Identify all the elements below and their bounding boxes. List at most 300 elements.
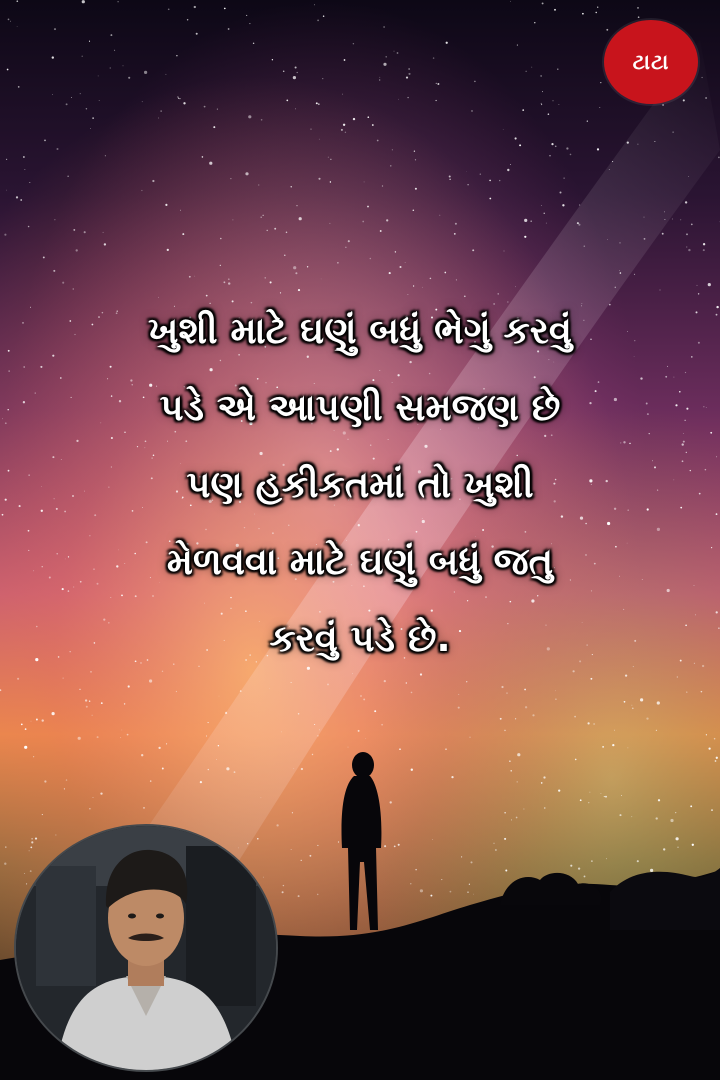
star <box>168 8 170 10</box>
star <box>321 279 322 280</box>
star <box>362 221 364 223</box>
star <box>531 67 532 68</box>
star <box>283 70 285 72</box>
star <box>522 109 524 111</box>
star <box>517 45 518 46</box>
quote-line: કરવું પડે છે. <box>269 617 451 660</box>
star <box>365 738 366 739</box>
star <box>19 505 21 507</box>
star <box>558 789 560 791</box>
star <box>384 845 386 847</box>
star <box>445 749 446 750</box>
star <box>342 94 343 95</box>
star <box>437 83 439 85</box>
star <box>44 140 46 142</box>
star <box>317 845 318 846</box>
star <box>293 768 294 769</box>
star <box>377 140 379 142</box>
star <box>66 103 68 105</box>
star <box>187 19 188 20</box>
star <box>555 690 556 691</box>
star <box>223 281 225 283</box>
star <box>176 691 177 692</box>
star <box>86 706 88 708</box>
star <box>52 712 55 715</box>
star <box>219 696 220 697</box>
star <box>6 190 7 191</box>
star <box>249 23 250 24</box>
star <box>150 780 151 781</box>
star <box>90 128 91 129</box>
star <box>632 708 634 710</box>
star <box>220 238 222 240</box>
star <box>554 9 556 11</box>
star <box>619 814 621 816</box>
star <box>696 285 697 286</box>
star <box>291 186 292 187</box>
star <box>516 817 518 819</box>
star <box>563 177 564 178</box>
star <box>621 795 622 796</box>
star <box>298 289 300 291</box>
star <box>509 761 510 762</box>
star <box>690 805 692 807</box>
star <box>178 98 179 99</box>
star <box>110 67 111 68</box>
star <box>263 877 264 878</box>
star <box>691 224 693 226</box>
star <box>8 470 10 472</box>
star <box>17 26 18 27</box>
star <box>276 824 278 826</box>
star <box>685 201 687 203</box>
star <box>166 743 167 744</box>
star <box>532 714 534 716</box>
star <box>675 812 676 813</box>
star <box>519 144 521 146</box>
star <box>505 869 507 871</box>
star <box>579 205 580 206</box>
star <box>500 718 502 720</box>
star <box>410 883 411 884</box>
star <box>600 82 601 83</box>
star <box>24 873 25 874</box>
star <box>703 249 705 251</box>
star <box>716 757 718 759</box>
star <box>7 409 8 410</box>
star <box>640 698 643 701</box>
star <box>439 215 440 216</box>
star <box>466 171 467 172</box>
star <box>73 229 75 231</box>
star <box>104 243 106 245</box>
star <box>240 690 242 692</box>
star <box>458 707 460 709</box>
star <box>142 101 143 102</box>
star <box>364 181 365 182</box>
star <box>656 730 657 731</box>
star <box>624 701 626 703</box>
star <box>469 884 470 885</box>
star <box>317 735 319 737</box>
star <box>436 100 437 101</box>
star <box>711 547 712 548</box>
star <box>523 808 524 809</box>
star <box>609 169 610 170</box>
star <box>688 249 690 251</box>
star <box>28 226 30 228</box>
star <box>8 350 10 352</box>
star <box>446 42 448 44</box>
star <box>149 679 152 682</box>
star <box>344 59 346 61</box>
star <box>399 266 401 268</box>
star <box>415 869 417 871</box>
star <box>606 29 608 31</box>
star <box>299 217 302 220</box>
star <box>226 712 227 713</box>
star <box>461 856 462 857</box>
star <box>42 719 44 721</box>
star <box>379 77 380 78</box>
star <box>292 812 293 813</box>
star <box>406 77 408 79</box>
star <box>86 108 87 109</box>
star <box>501 686 503 688</box>
star <box>80 93 81 94</box>
star <box>664 212 665 213</box>
star <box>677 847 678 848</box>
star <box>52 56 54 58</box>
star <box>637 7 639 9</box>
star <box>328 157 329 158</box>
star <box>2 419 3 420</box>
star <box>363 698 365 700</box>
star <box>7 69 9 71</box>
star <box>238 848 239 849</box>
star <box>208 769 209 770</box>
star <box>413 209 415 211</box>
star <box>555 145 557 147</box>
star <box>664 219 665 220</box>
star <box>73 288 74 289</box>
star <box>218 745 219 746</box>
star <box>705 97 707 99</box>
star <box>644 217 645 218</box>
star <box>663 848 665 850</box>
star <box>194 6 196 8</box>
star <box>634 274 635 275</box>
star <box>4 234 6 236</box>
star <box>309 855 311 857</box>
star <box>637 860 639 862</box>
star <box>559 104 560 105</box>
star <box>511 819 512 820</box>
star <box>542 2 544 4</box>
star <box>68 176 69 177</box>
star <box>234 771 236 773</box>
star <box>627 141 629 143</box>
star <box>97 736 99 738</box>
star <box>353 118 355 120</box>
star <box>607 239 608 240</box>
star <box>507 169 509 171</box>
star <box>291 682 292 683</box>
star <box>688 176 689 177</box>
star <box>703 243 705 245</box>
star <box>338 841 339 842</box>
star <box>52 94 53 95</box>
star <box>370 258 372 260</box>
star <box>549 155 550 156</box>
star <box>555 698 557 700</box>
star <box>715 760 717 762</box>
star <box>548 113 550 115</box>
star <box>98 75 99 76</box>
star <box>597 148 599 150</box>
star <box>432 839 433 840</box>
star <box>411 769 413 771</box>
star <box>301 768 303 770</box>
star <box>266 230 267 231</box>
star <box>16 0 18 2</box>
star <box>701 77 702 78</box>
star <box>455 223 457 225</box>
star <box>44 780 46 782</box>
star <box>694 663 695 664</box>
star <box>392 149 393 150</box>
star <box>202 156 204 158</box>
star <box>430 278 432 280</box>
star <box>92 715 93 716</box>
star <box>316 102 318 104</box>
star <box>76 249 78 251</box>
star <box>84 231 86 233</box>
star <box>503 129 504 130</box>
star <box>672 131 673 132</box>
quote-line: પણ હકીકતમાં તો ખુશી <box>186 463 534 506</box>
brand-logo-text: ટાટા <box>632 49 670 74</box>
star <box>686 691 687 692</box>
star <box>390 801 392 803</box>
star <box>480 174 481 175</box>
star <box>220 265 221 266</box>
star <box>31 838 33 840</box>
star <box>54 28 56 30</box>
star <box>588 802 589 803</box>
star <box>269 688 270 689</box>
star <box>399 748 401 750</box>
star <box>493 843 494 844</box>
quote-text <box>30 292 690 677</box>
star <box>6 159 7 160</box>
star <box>595 12 596 13</box>
star <box>703 406 704 407</box>
star <box>708 283 711 286</box>
star <box>691 356 693 358</box>
star <box>165 74 166 75</box>
star <box>317 894 319 896</box>
star <box>405 262 406 263</box>
star <box>411 692 413 694</box>
star <box>337 262 339 264</box>
star <box>662 104 664 106</box>
star <box>517 781 518 782</box>
star <box>247 843 248 844</box>
star <box>127 734 129 736</box>
star <box>23 366 25 368</box>
star <box>397 52 399 54</box>
star <box>367 116 369 118</box>
star <box>314 4 315 5</box>
star <box>82 56 83 57</box>
star <box>473 894 474 895</box>
star <box>662 233 664 235</box>
star <box>557 69 558 70</box>
star <box>291 849 292 850</box>
star <box>295 272 297 274</box>
star <box>599 107 600 108</box>
star <box>706 407 707 408</box>
star <box>204 106 206 108</box>
star <box>606 858 607 859</box>
star <box>79 689 80 690</box>
star <box>312 754 313 755</box>
star <box>656 817 658 819</box>
star <box>53 270 55 272</box>
star <box>283 885 284 886</box>
star <box>466 681 467 682</box>
star <box>189 276 191 278</box>
star <box>43 256 45 258</box>
star <box>590 792 591 793</box>
star <box>318 103 320 105</box>
star <box>454 233 456 235</box>
star <box>128 77 130 79</box>
star <box>152 180 154 182</box>
star <box>382 185 383 186</box>
star <box>66 779 67 780</box>
star <box>383 63 386 66</box>
star <box>646 717 648 719</box>
star <box>716 314 718 316</box>
star <box>21 724 23 726</box>
star <box>472 249 474 251</box>
star <box>593 723 595 725</box>
star <box>26 883 27 884</box>
star <box>5 422 7 424</box>
star <box>265 277 266 278</box>
author-avatar <box>14 824 278 1072</box>
star <box>574 716 576 718</box>
star <box>612 744 614 746</box>
star <box>620 272 622 274</box>
star <box>584 875 586 877</box>
star <box>415 159 416 160</box>
star <box>499 180 500 181</box>
star <box>570 865 572 867</box>
star <box>318 178 320 180</box>
star <box>587 121 588 122</box>
star <box>345 132 346 133</box>
star <box>348 240 350 242</box>
star <box>253 43 254 44</box>
star <box>544 213 545 214</box>
star <box>101 702 103 704</box>
star <box>540 75 541 76</box>
star <box>467 184 468 185</box>
star <box>644 238 646 240</box>
star <box>295 109 296 110</box>
star <box>542 91 543 92</box>
star <box>515 718 516 719</box>
star <box>330 159 331 160</box>
star <box>394 845 396 847</box>
star <box>686 247 687 248</box>
star <box>389 272 391 274</box>
star <box>699 493 701 495</box>
star <box>650 869 653 872</box>
star <box>143 807 145 809</box>
star <box>658 799 660 801</box>
star <box>407 97 408 98</box>
star <box>141 754 143 756</box>
star <box>33 756 34 757</box>
star <box>317 19 319 21</box>
star <box>638 16 640 18</box>
star <box>228 28 230 30</box>
star <box>413 285 414 286</box>
star <box>176 55 177 56</box>
star <box>298 713 300 715</box>
star <box>30 847 32 849</box>
star <box>17 678 19 680</box>
star <box>8 19 10 21</box>
star <box>117 1 118 2</box>
star <box>36 719 38 721</box>
star <box>718 627 720 629</box>
star <box>24 746 27 749</box>
star <box>103 232 104 233</box>
star <box>23 156 25 158</box>
star <box>553 100 554 101</box>
star <box>570 154 572 156</box>
star <box>714 738 716 740</box>
star <box>208 722 209 723</box>
star <box>489 180 491 182</box>
star <box>301 860 302 861</box>
star <box>179 98 180 99</box>
star <box>612 161 613 162</box>
star <box>706 734 707 735</box>
star <box>165 204 167 206</box>
star <box>582 13 584 15</box>
star <box>694 585 695 586</box>
star <box>183 102 185 104</box>
star <box>158 118 159 119</box>
star <box>194 276 195 277</box>
star <box>504 812 505 813</box>
star <box>541 205 542 206</box>
star <box>128 685 130 687</box>
star <box>89 700 90 701</box>
star <box>680 219 681 220</box>
star <box>471 110 472 111</box>
star <box>4 863 6 865</box>
star <box>604 796 605 797</box>
star <box>319 139 320 140</box>
star <box>30 870 32 872</box>
